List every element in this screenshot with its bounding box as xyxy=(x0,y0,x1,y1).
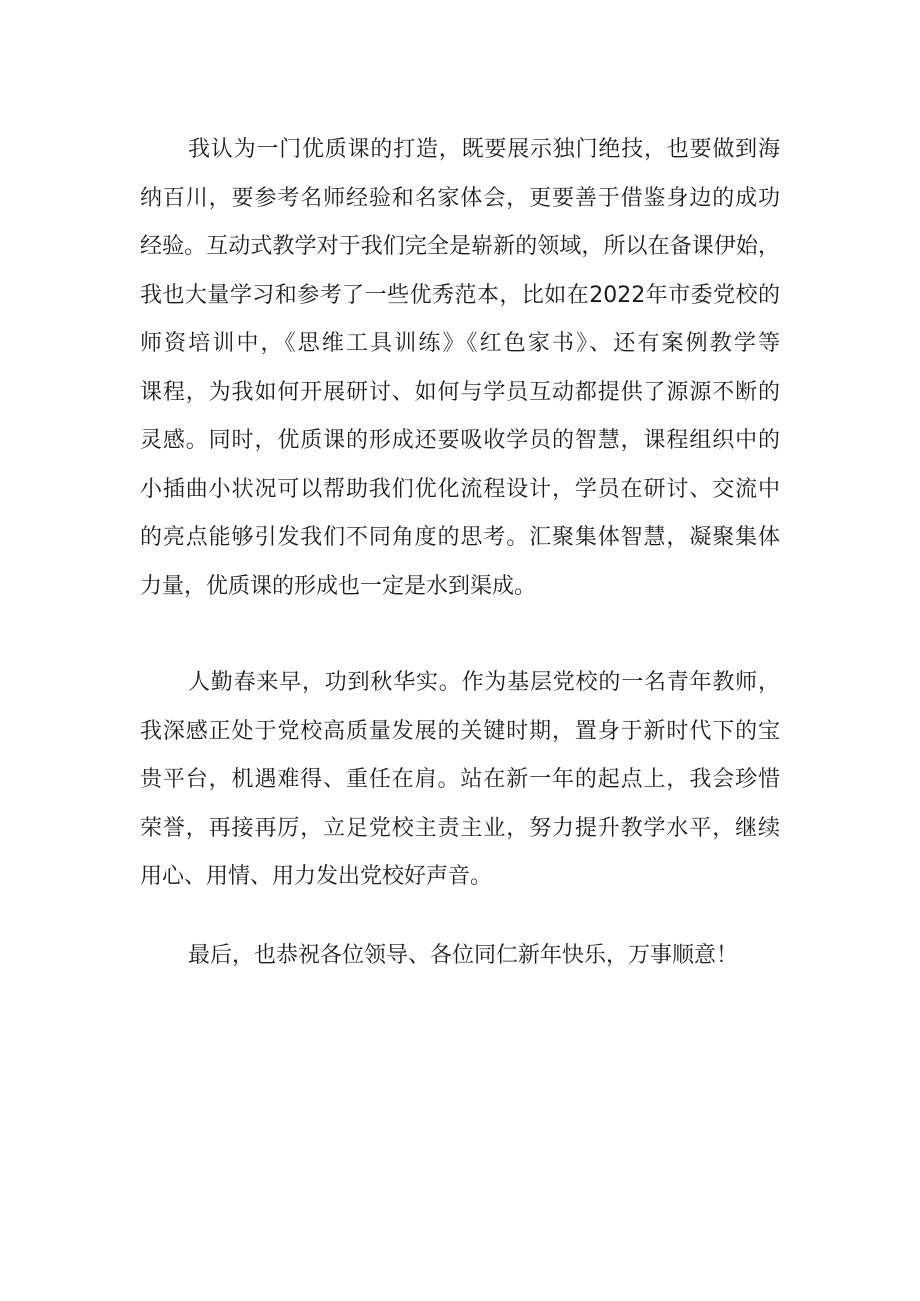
text-line: 人勤春来早，功到秋华实。作为基层党校的一名青年教师， xyxy=(188,670,780,695)
text-line: 用心、用情、用力发出党校好声音。 xyxy=(140,864,493,889)
paragraph-spacer xyxy=(140,611,780,659)
text-line: 最后，也恭祝各位领导、各位同仁新年快乐，万事顺意！ xyxy=(188,942,739,968)
paragraph-3 xyxy=(140,932,780,981)
document-body xyxy=(140,126,780,980)
text-line: 课程，为我如何开展研讨、如何与学员互动都提供了源源不断的 xyxy=(140,379,780,405)
paragraph-spacer xyxy=(140,902,780,932)
text-line: 力量，优质课的形成也一定是水到渠成。 xyxy=(140,573,537,599)
paragraph-2 xyxy=(140,659,780,902)
paragraph-1 xyxy=(140,126,780,611)
text-line: 师资培训中，《思维工具训练》《红色家书》、还有案例教学等 xyxy=(140,331,780,356)
text-line: 经验。互动式教学对于我们完全是崭新的领域，所以在备课伊始， xyxy=(140,234,780,259)
text-line: 小插曲小状况可以帮助我们优化流程设计，学员在研讨、交流中 xyxy=(140,476,780,502)
text-line: 我认为一门优质课的打造，既要展示独门绝技，也要做到海 xyxy=(188,137,780,162)
text-line: 灵感。同时，优质课的形成还要吸收学员的智慧，课程组织中的 xyxy=(140,428,780,453)
text-line: 我也大量学习和参考了一些优秀范本，比如在2022年市委党校的 xyxy=(140,282,780,308)
text-line: 贵平台，机遇难得、重任在肩。站在新一年的起点上，我会珍惜 xyxy=(140,767,780,792)
text-line: 的亮点能够引发我们不同角度的思考。汇聚集体智慧，凝聚集体 xyxy=(140,525,780,550)
text-line: 荣誉，再接再厉，立足党校主责主业，努力提升教学水平，继续 xyxy=(140,815,780,841)
text-line: 我深感正处于党校高质量发展的关键时期，置身于新时代下的宝 xyxy=(140,718,780,744)
text-line: 纳百川，要参考名师经验和名家体会，更要善于借鉴身边的成功 xyxy=(140,185,780,211)
